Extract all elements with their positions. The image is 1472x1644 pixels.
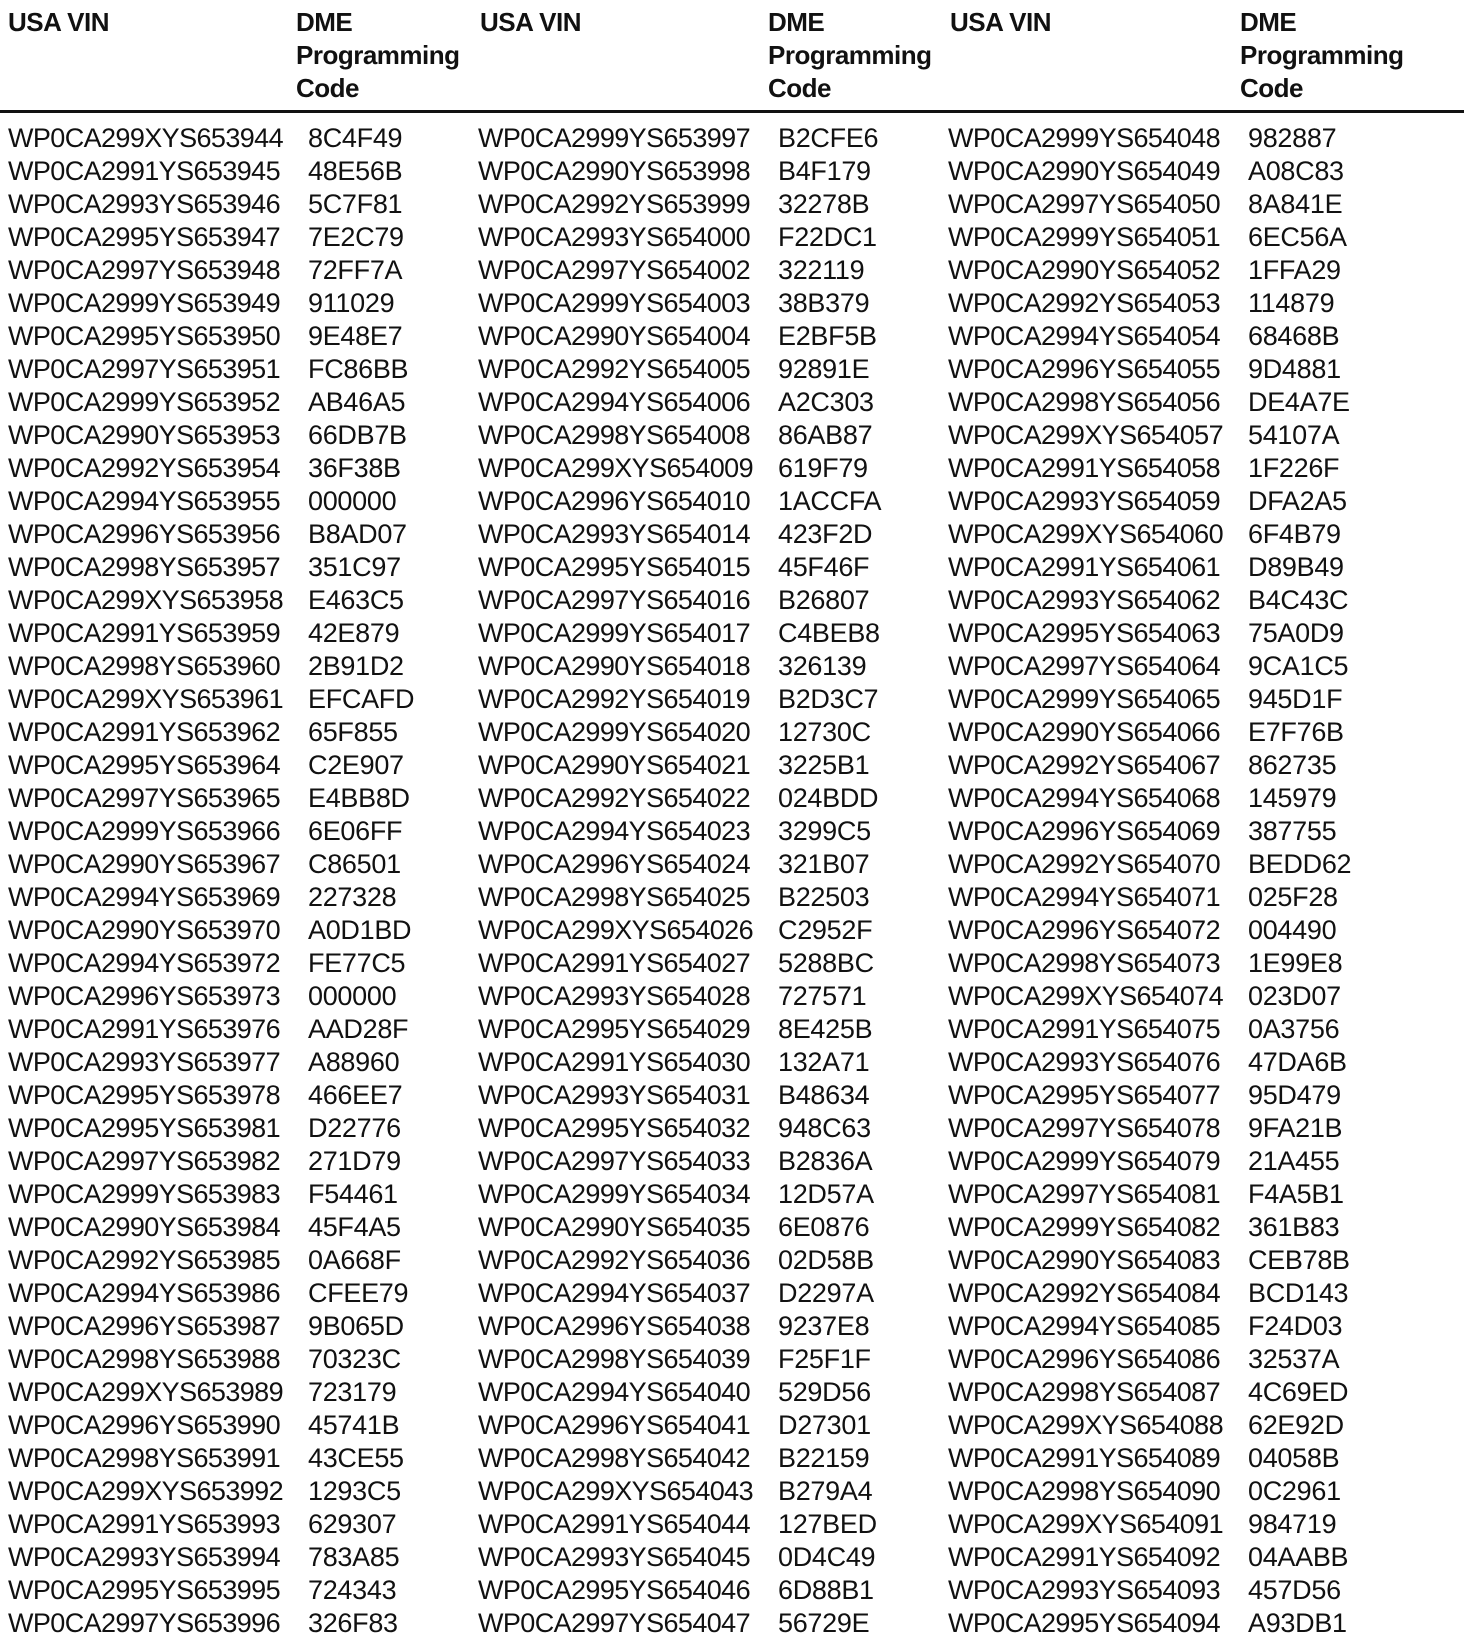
dme-code-cell: 326139 [778, 651, 867, 681]
dme-code-cell: B2D3C7 [778, 684, 879, 714]
vin-cell: WP0CA2993YS654062 [948, 585, 1220, 615]
dme-code-cell: F25F1F [778, 1344, 871, 1374]
vin-cell: WP0CA2994YS653972 [8, 948, 280, 978]
vin-cell: WP0CA2992YS654019 [478, 684, 750, 714]
vin-cell: WP0CA2997YS654002 [478, 255, 750, 285]
vin-cell: WP0CA2991YS654092 [948, 1542, 1220, 1572]
vin-cell: WP0CA2994YS654006 [478, 387, 750, 417]
dme-code-cell: 04058B [1248, 1443, 1340, 1473]
dme-code-cell: 321B07 [778, 849, 870, 879]
vin-cell: WP0CA2990YS654021 [478, 750, 750, 780]
dme-code-cell: 75A0D9 [1248, 618, 1344, 648]
dme-code-cell: AAD28F [308, 1014, 409, 1044]
dme-code-cell: 45741B [308, 1410, 400, 1440]
dme-code-cell: 04AABB [1248, 1542, 1349, 1572]
vin-cell: WP0CA2992YS654022 [478, 783, 750, 813]
table-header [0, 0, 1472, 116]
dme-code-cell: B22503 [778, 882, 870, 912]
dme-code-cell: 45F4A5 [308, 1212, 401, 1242]
vin-cell: WP0CA299XYS654091 [948, 1509, 1223, 1539]
dme-code-cell: 12D57A [778, 1179, 874, 1209]
vin-cell: WP0CA2991YS654075 [948, 1014, 1220, 1044]
vin-cell: WP0CA2992YS654053 [948, 288, 1220, 318]
dme-code-cell: DFA2A5 [1248, 486, 1347, 516]
vin-cell: WP0CA2999YS654082 [948, 1212, 1220, 1242]
dme-code-cell: B4C43C [1248, 585, 1349, 615]
dme-code-cell: D89B49 [1248, 552, 1344, 582]
dme-code-cell: C2E907 [308, 750, 404, 780]
vin-cell: WP0CA2998YS654008 [478, 420, 750, 450]
dme-code-cell: D2297A [778, 1278, 874, 1308]
dme-code-cell: F22DC1 [778, 222, 877, 252]
dme-code-cell: 9237E8 [778, 1311, 870, 1341]
dme-code-cell: 529D56 [778, 1377, 871, 1407]
dme-code-cell: 8E425B [778, 1014, 873, 1044]
dme-code-cell: 6F4B79 [1248, 519, 1341, 549]
dme-code-cell: E4BB8D [308, 783, 410, 813]
dme-code-cell: 2B91D2 [308, 651, 404, 681]
dme-code-cell: 724343 [308, 1575, 397, 1605]
dme-code-cell: 3299C5 [778, 816, 871, 846]
column-header-usa-vin: USA VIN [480, 7, 581, 37]
vin-cell: WP0CA2994YS654071 [948, 882, 1220, 912]
dme-code-cell: A2C303 [778, 387, 874, 417]
dme-code-cell: 9FA21B [1248, 1113, 1343, 1143]
vin-cell: WP0CA2999YS654034 [478, 1179, 750, 1209]
dme-code-cell: 65F855 [308, 717, 398, 747]
dme-code-cell: 1293C5 [308, 1476, 401, 1506]
vin-cell: WP0CA2991YS654030 [478, 1047, 750, 1077]
dme-code-cell: F54461 [308, 1179, 398, 1209]
dme-code-cell: 783A85 [308, 1542, 400, 1572]
vin-cell: WP0CA2998YS653991 [8, 1443, 280, 1473]
vin-cell: WP0CA2990YS653998 [478, 156, 750, 186]
dme-code-cell: 5C7F81 [308, 189, 403, 219]
vin-cell: WP0CA2999YS654048 [948, 123, 1220, 153]
dme-code-cell: 024BDD [778, 783, 879, 813]
vin-cell: WP0CA2998YS654090 [948, 1476, 1220, 1506]
vin-cell: WP0CA299XYS654060 [948, 519, 1223, 549]
vin-cell: WP0CA2995YS654046 [478, 1575, 750, 1605]
dme-code-cell: E2BF5B [778, 321, 877, 351]
vin-cell: WP0CA2997YS653996 [8, 1608, 280, 1638]
dme-code-cell: 1ACCFA [778, 486, 882, 516]
vin-cell: WP0CA299XYS654074 [948, 981, 1223, 1011]
vin-cell: WP0CA2991YS654058 [948, 453, 1220, 483]
header-divider-rule [0, 110, 1464, 113]
dme-code-cell: 8C4F49 [308, 123, 403, 153]
vin-cell: WP0CA2990YS653967 [8, 849, 280, 879]
dme-code-cell: B22159 [778, 1443, 870, 1473]
vin-cell: WP0CA2996YS654038 [478, 1311, 750, 1341]
dme-code-cell: 66DB7B [308, 420, 407, 450]
vin-cell: WP0CA2998YS654073 [948, 948, 1220, 978]
vin-cell: WP0CA2992YS654036 [478, 1245, 750, 1275]
dme-code-cell: 72FF7A [308, 255, 403, 285]
dme-code-cell: 911029 [308, 288, 395, 318]
vin-cell: WP0CA2991YS653945 [8, 156, 280, 186]
vin-cell: WP0CA2994YS654040 [478, 1377, 750, 1407]
dme-code-cell: B2CFE6 [778, 123, 879, 153]
vin-cell: WP0CA2991YS653959 [8, 618, 280, 648]
vin-cell: WP0CA2999YS653997 [478, 123, 750, 153]
column-header-usa-vin: USA VIN [8, 7, 109, 37]
vin-cell: WP0CA2990YS654083 [948, 1245, 1220, 1275]
dme-code-cell: 9E48E7 [308, 321, 403, 351]
dme-code-cell: 62E92D [1248, 1410, 1344, 1440]
dme-code-cell: 1FFA29 [1248, 255, 1341, 285]
vin-cell: WP0CA299XYS653961 [8, 684, 283, 714]
vin-cell: WP0CA2992YS654067 [948, 750, 1220, 780]
dme-code-cell: 32537A [1248, 1344, 1340, 1374]
vin-cell: WP0CA2996YS654041 [478, 1410, 750, 1440]
dme-code-cell: A0D1BD [308, 915, 412, 945]
dme-code-cell: 457D56 [1248, 1575, 1341, 1605]
dme-code-cell: 45F46F [778, 552, 870, 582]
vin-cell: WP0CA299XYS653958 [8, 585, 283, 615]
dme-code-cell: 619F79 [778, 453, 868, 483]
vin-cell: WP0CA2995YS653995 [8, 1575, 280, 1605]
dme-code-cell: 12730C [778, 717, 871, 747]
vin-cell: WP0CA2997YS654047 [478, 1608, 750, 1638]
vin-cell: WP0CA2995YS653947 [8, 222, 280, 252]
vin-cell: WP0CA299XYS654057 [948, 420, 1223, 450]
vin-cell: WP0CA2993YS654076 [948, 1047, 1220, 1077]
dme-code-cell: 36F38B [308, 453, 401, 483]
dme-code-cell: 723179 [308, 1377, 397, 1407]
dme-code-cell: 023D07 [1248, 981, 1341, 1011]
column-header-dme-programming-code: DME Programming Code [296, 7, 460, 103]
dme-code-cell: 271D79 [308, 1146, 401, 1176]
vin-cell: WP0CA2992YS654084 [948, 1278, 1220, 1308]
dme-code-cell: 361B83 [1248, 1212, 1340, 1242]
dme-code-cell: B4F179 [778, 156, 871, 186]
dme-code-cell: 6D88B1 [778, 1575, 874, 1605]
vin-cell: WP0CA2991YS653962 [8, 717, 280, 747]
vin-cell: WP0CA2993YS654000 [478, 222, 750, 252]
vin-cell: WP0CA299XYS654043 [478, 1476, 753, 1506]
vin-cell: WP0CA2994YS654054 [948, 321, 1220, 351]
dme-code-cell: D22776 [308, 1113, 401, 1143]
vin-cell: WP0CA2991YS653993 [8, 1509, 280, 1539]
vin-cell: WP0CA2990YS654049 [948, 156, 1220, 186]
vin-cell: WP0CA2991YS654089 [948, 1443, 1220, 1473]
vin-cell: WP0CA2992YS654070 [948, 849, 1220, 879]
dme-code-cell: 21A455 [1248, 1146, 1340, 1176]
vin-cell: WP0CA2990YS653984 [8, 1212, 280, 1242]
vin-cell: WP0CA2992YS653985 [8, 1245, 280, 1275]
vin-cell: WP0CA2998YS653988 [8, 1344, 280, 1374]
vin-cell: WP0CA2999YS654079 [948, 1146, 1220, 1176]
vin-cell: WP0CA2991YS654027 [478, 948, 750, 978]
dme-code-cell: 47DA6B [1248, 1047, 1347, 1077]
vin-cell: WP0CA2996YS654086 [948, 1344, 1220, 1374]
vin-cell: WP0CA2993YS653946 [8, 189, 280, 219]
dme-code-cell: 466EE7 [308, 1080, 403, 1110]
dme-code-cell: 48E56B [308, 156, 403, 186]
dme-code-cell: 1F226F [1248, 453, 1340, 483]
dme-code-cell: 629307 [308, 1509, 397, 1539]
dme-code-cell: 132A71 [778, 1047, 870, 1077]
dme-code-cell: F24D03 [1248, 1311, 1343, 1341]
vin-cell: WP0CA2997YS653965 [8, 783, 280, 813]
vin-cell: WP0CA2998YS654042 [478, 1443, 750, 1473]
dme-code-cell: 43CE55 [308, 1443, 404, 1473]
dme-code-cell: B2836A [778, 1146, 873, 1176]
dme-code-cell: 70323C [308, 1344, 401, 1374]
dme-code-cell: CEB78B [1248, 1245, 1350, 1275]
dme-code-cell: C86501 [308, 849, 401, 879]
vin-cell: WP0CA2996YS654069 [948, 816, 1220, 846]
vin-cell: WP0CA2995YS654077 [948, 1080, 1220, 1110]
vin-cell: WP0CA2997YS653982 [8, 1146, 280, 1176]
dme-code-cell: 68468B [1248, 321, 1340, 351]
dme-code-cell: 3225B1 [778, 750, 870, 780]
vin-cell: WP0CA2992YS653954 [8, 453, 280, 483]
dme-code-cell: 351C97 [308, 552, 401, 582]
vin-cell: WP0CA2994YS653955 [8, 486, 280, 516]
vin-cell: WP0CA299XYS653989 [8, 1377, 283, 1407]
vin-cell: WP0CA2996YS653990 [8, 1410, 280, 1440]
dme-code-cell: 6EC56A [1248, 222, 1347, 252]
dme-code-cell: 0C2961 [1248, 1476, 1341, 1506]
dme-code-cell: 227328 [308, 882, 397, 912]
dme-code-cell: 86AB87 [778, 420, 873, 450]
vin-cell: WP0CA2999YS654003 [478, 288, 750, 318]
vin-cell: WP0CA2995YS654029 [478, 1014, 750, 1044]
vin-cell: WP0CA2996YS653987 [8, 1311, 280, 1341]
vin-cell: WP0CA2994YS653969 [8, 882, 280, 912]
vin-cell: WP0CA2999YS654065 [948, 684, 1220, 714]
vin-cell: WP0CA2993YS654093 [948, 1575, 1220, 1605]
vin-cell: WP0CA2997YS654081 [948, 1179, 1220, 1209]
vin-cell: WP0CA2993YS653994 [8, 1542, 280, 1572]
vin-cell: WP0CA2995YS653950 [8, 321, 280, 351]
vin-cell: WP0CA2993YS654059 [948, 486, 1220, 516]
vin-cell: WP0CA2998YS654039 [478, 1344, 750, 1374]
dme-code-cell: 9CA1C5 [1248, 651, 1349, 681]
dme-code-cell: FC86BB [308, 354, 409, 384]
dme-code-cell: 004490 [1248, 915, 1337, 945]
dme-code-cell: E463C5 [308, 585, 404, 615]
vin-cell: WP0CA2993YS654028 [478, 981, 750, 1011]
dme-code-cell: 9D4881 [1248, 354, 1341, 384]
dme-code-cell: 7E2C79 [308, 222, 404, 252]
dme-code-cell: C2952F [778, 915, 873, 945]
vin-cell: WP0CA2990YS654052 [948, 255, 1220, 285]
vin-cell: WP0CA2997YS654064 [948, 651, 1220, 681]
vin-cell: WP0CA2990YS654004 [478, 321, 750, 351]
vin-cell: WP0CA2996YS654024 [478, 849, 750, 879]
dme-code-cell: 54107A [1248, 420, 1340, 450]
column-header-dme-programming-code: DME Programming Code [768, 7, 932, 103]
vin-cell: WP0CA2999YS653966 [8, 816, 280, 846]
vin-cell: WP0CA2992YS654005 [478, 354, 750, 384]
vin-cell: WP0CA2996YS654072 [948, 915, 1220, 945]
vin-cell: WP0CA2998YS654056 [948, 387, 1220, 417]
dme-code-cell: AB46A5 [308, 387, 406, 417]
dme-code-cell: 000000 [308, 486, 397, 516]
dme-code-cell: B26807 [778, 585, 870, 615]
dme-code-cell: 9B065D [308, 1311, 404, 1341]
dme-code-cell: 6E0876 [778, 1212, 870, 1242]
dme-code-cell: 5288BC [778, 948, 874, 978]
dme-code-cell: 0A668F [308, 1245, 401, 1275]
vin-cell: WP0CA2998YS654025 [478, 882, 750, 912]
dme-code-cell: BEDD62 [1248, 849, 1352, 879]
vin-cell: WP0CA2998YS653957 [8, 552, 280, 582]
dme-code-cell: A93DB1 [1248, 1608, 1347, 1638]
vin-cell: WP0CA2991YS654044 [478, 1509, 750, 1539]
vin-cell: WP0CA2996YS654010 [478, 486, 750, 516]
dme-code-cell: 114879 [1248, 288, 1335, 318]
dme-code-cell: 02D58B [778, 1245, 874, 1275]
vin-cell: WP0CA2996YS653956 [8, 519, 280, 549]
vin-cell: WP0CA2994YS654023 [478, 816, 750, 846]
dme-code-cell: 984719 [1248, 1509, 1337, 1539]
vin-cell: WP0CA2993YS654031 [478, 1080, 750, 1110]
dme-code-cell: 862735 [1248, 750, 1337, 780]
dme-code-cell: C4BEB8 [778, 618, 880, 648]
vin-cell: WP0CA2997YS653951 [8, 354, 280, 384]
vin-cell: WP0CA2993YS653977 [8, 1047, 280, 1077]
vin-cell: WP0CA2999YS654017 [478, 618, 750, 648]
dme-code-cell: D27301 [778, 1410, 871, 1440]
vin-cell: WP0CA2998YS653960 [8, 651, 280, 681]
dme-code-cell: 982887 [1248, 123, 1337, 153]
column-header-dme-programming-code: DME Programming Code [1240, 7, 1404, 103]
vin-cell: WP0CA2999YS654051 [948, 222, 1220, 252]
dme-code-cell: 32278B [778, 189, 870, 219]
vin-cell: WP0CA2994YS654085 [948, 1311, 1220, 1341]
dme-code-cell: 4C69ED [1248, 1377, 1349, 1407]
vin-cell: WP0CA299XYS653992 [8, 1476, 283, 1506]
dme-code-cell: E7F76B [1248, 717, 1344, 747]
dme-code-cell: 000000 [308, 981, 397, 1011]
vin-cell: WP0CA2997YS654050 [948, 189, 1220, 219]
dme-code-cell: 326F83 [308, 1608, 398, 1638]
vin-cell: WP0CA2995YS654032 [478, 1113, 750, 1143]
vin-cell: WP0CA2992YS653999 [478, 189, 750, 219]
dme-code-cell: DE4A7E [1248, 387, 1350, 417]
dme-code-cell: 322119 [778, 255, 865, 285]
vin-cell: WP0CA2997YS653948 [8, 255, 280, 285]
dme-code-cell: FE77C5 [308, 948, 406, 978]
dme-code-cell: B279A4 [778, 1476, 873, 1506]
vin-cell: WP0CA2993YS654014 [478, 519, 750, 549]
dme-code-cell: 727571 [778, 981, 867, 1011]
dme-code-cell: 387755 [1248, 816, 1337, 846]
column-header-usa-vin: USA VIN [950, 7, 1051, 37]
dme-code-cell: 127BED [778, 1509, 877, 1539]
dme-code-cell: EFCAFD [308, 684, 415, 714]
vin-cell: WP0CA299XYS653944 [8, 123, 283, 153]
vin-cell: WP0CA2995YS654015 [478, 552, 750, 582]
dme-code-cell: A88960 [308, 1047, 400, 1077]
vin-cell: WP0CA2999YS653949 [8, 288, 280, 318]
dme-code-cell: 145979 [1248, 783, 1337, 813]
vin-cell: WP0CA2994YS654037 [478, 1278, 750, 1308]
dme-code-cell: 0D4C49 [778, 1542, 876, 1572]
dme-code-cell: F4A5B1 [1248, 1179, 1344, 1209]
vin-cell: WP0CA2999YS653983 [8, 1179, 280, 1209]
dme-code-cell: B8AD07 [308, 519, 407, 549]
dme-code-cell: BCD143 [1248, 1278, 1349, 1308]
vin-cell: WP0CA2995YS654094 [948, 1608, 1220, 1638]
vin-cell: WP0CA2999YS654020 [478, 717, 750, 747]
vin-cell: WP0CA2990YS653970 [8, 915, 280, 945]
dme-code-cell: 56729E [778, 1608, 870, 1638]
dme-code-cell: 423F2D [778, 519, 873, 549]
dme-code-cell: A08C83 [1248, 156, 1344, 186]
vin-cell: WP0CA2991YS654061 [948, 552, 1220, 582]
vin-cell: WP0CA2999YS653952 [8, 387, 280, 417]
vin-cell: WP0CA2997YS654078 [948, 1113, 1220, 1143]
dme-code-cell: 025F28 [1248, 882, 1338, 912]
dme-code-cell: 948C63 [778, 1113, 871, 1143]
vin-cell: WP0CA2995YS653981 [8, 1113, 280, 1143]
dme-code-cell: 0A3756 [1248, 1014, 1340, 1044]
dme-code-cell: B48634 [778, 1080, 870, 1110]
dme-code-cell: 945D1F [1248, 684, 1343, 714]
dme-code-cell: 1E99E8 [1248, 948, 1343, 978]
vin-cell: WP0CA2996YS654055 [948, 354, 1220, 384]
vin-cell: WP0CA2994YS654068 [948, 783, 1220, 813]
vin-cell: WP0CA299XYS654026 [478, 915, 753, 945]
dme-code-cell: 92891E [778, 354, 870, 384]
vin-cell: WP0CA299XYS654009 [478, 453, 753, 483]
dme-code-cell: 38B379 [778, 288, 870, 318]
dme-code-cell: 95D479 [1248, 1080, 1341, 1110]
vin-cell: WP0CA2997YS654016 [478, 585, 750, 615]
dme-code-cell: 42E879 [308, 618, 400, 648]
vin-cell: WP0CA2990YS653953 [8, 420, 280, 450]
vin-cell: WP0CA2998YS654087 [948, 1377, 1220, 1407]
vin-cell: WP0CA2990YS654035 [478, 1212, 750, 1242]
vin-cell: WP0CA2990YS654066 [948, 717, 1220, 747]
vin-cell: WP0CA2995YS653978 [8, 1080, 280, 1110]
vin-cell: WP0CA2995YS653964 [8, 750, 280, 780]
vin-cell: WP0CA2995YS654063 [948, 618, 1220, 648]
dme-code-cell: CFEE79 [308, 1278, 409, 1308]
dme-code-cell: 6E06FF [308, 816, 403, 846]
vin-cell: WP0CA2997YS654033 [478, 1146, 750, 1176]
dme-code-cell: 8A841E [1248, 189, 1343, 219]
vin-cell: WP0CA2990YS654018 [478, 651, 750, 681]
vin-cell: WP0CA299XYS654088 [948, 1410, 1223, 1440]
vin-cell: WP0CA2996YS653973 [8, 981, 280, 1011]
vin-cell: WP0CA2991YS653976 [8, 1014, 280, 1044]
vin-cell: WP0CA2994YS653986 [8, 1278, 280, 1308]
vin-cell: WP0CA2993YS654045 [478, 1542, 750, 1572]
